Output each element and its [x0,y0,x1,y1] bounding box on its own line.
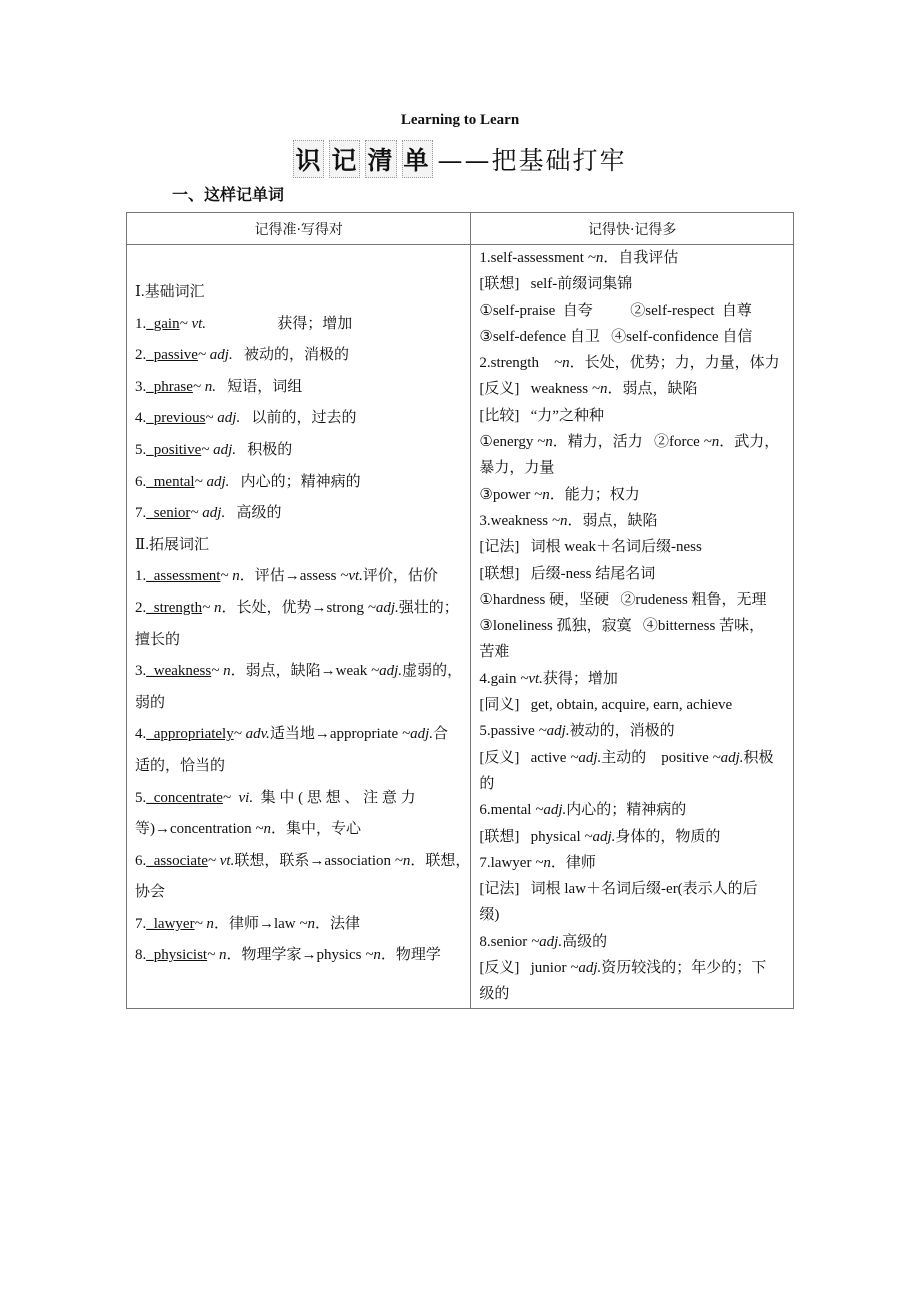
line-text: ．弱点，缺陷 [607,381,698,398]
line-text: ．法律 [314,915,360,932]
part-of-speech: ~adj. [367,599,399,616]
vocab-line [479,613,793,639]
line-text: ③self-defence 自卫 ④self-confidence 自信 [479,328,753,345]
vocab-line [479,981,793,1007]
line-text: 获得；增加 [542,670,618,687]
line-text: 2. [135,599,147,616]
line-text: 弱的 [135,694,166,711]
line-text: 3. [135,378,147,395]
part-of-speech: ~ n [220,568,240,585]
line-text: 暴力，力量 [479,460,555,477]
part-of-speech: ~ adj. [205,410,241,427]
line-text: 协会 [135,884,166,901]
line-text: 4. [135,726,147,743]
part-of-speech: ~ adj. [197,347,233,364]
vocab-word: _lawyer [146,915,195,932]
banner-char: 单 [402,140,433,178]
line-text: ．物理学 [380,947,441,964]
line-text: 5. [135,789,147,806]
line-text: ．精力，活力 ②force [552,434,704,451]
line-text: 7. [135,505,147,522]
part-of-speech: ~n [537,434,553,451]
vocab-line [479,666,793,692]
part-of-speech: ~n [587,250,604,266]
part-of-speech: ~n [551,512,568,529]
line-text: 积极的 [236,441,293,458]
vocab-word: _strength [146,599,203,616]
vocab-line [135,372,470,404]
vocab-line [479,561,793,587]
line-text: 适的，恰当的 [135,757,226,774]
vocab-line [479,350,793,376]
line-text: ③loneliness 孤独，寂寞 ④bitterness 苦味， [479,618,765,635]
line-text: 3. [135,663,147,680]
line-text: 内心的；精神病的 [229,473,361,490]
part-of-speech: ~n [255,821,271,838]
line-text: 6.mental [479,802,536,819]
part-of-speech: ~adj. [535,802,567,819]
line-text: ．弱点，缺陷→weak [230,663,372,680]
line-text: ．弱点，缺陷 [567,512,658,529]
line-text: 高级的 [225,505,282,522]
part-of-speech: ~adj. [712,749,744,766]
vocab-word: _associate [146,852,208,869]
vocabulary-table [126,212,794,1009]
part-of-speech: ~ vt. [179,315,207,332]
line-text: 获得；增加 [206,315,353,332]
vocab-line [135,403,470,435]
banner-heading [0,140,920,178]
line-text: ．长处，优势→strong [221,599,368,616]
vocab-line [479,271,793,297]
line-text: ①energy [479,434,538,451]
line-text: 虚弱的， [402,663,463,680]
line-text: 的 [479,775,495,792]
vocab-line [135,656,470,688]
vocab-line [479,745,793,771]
vocab-line [135,340,470,372]
vocab-word: _gain [146,315,180,332]
line-text: 6. [135,473,147,490]
line-text: 级的 [479,986,510,1003]
line-text: 7. [135,915,147,932]
vocab-line [479,508,793,534]
vocab-line [135,277,470,309]
line-text: Ⅱ.拓展词汇 [135,536,209,553]
vocab-word: _senior [146,505,191,522]
vocab-word: _passive [146,347,198,364]
vocab-line [479,902,793,928]
vocab-word: _phrase [146,378,193,395]
line-text: [同义] get, obtain, acquire, earn, achieve [479,697,733,714]
vocab-line [479,771,793,797]
line-text: 被动的，消极的 [232,347,349,364]
line-text: ．长处，优势；力，力量，体力 [569,355,780,372]
vocab-line [479,376,793,402]
vocab-line [135,561,470,593]
vocab-word: _weakness [146,663,212,680]
banner-char: 识 [293,140,324,178]
part-of-speech: ~n [591,381,608,398]
line-text: ．自我评估 [603,250,679,266]
vocab-line [135,530,470,562]
section-heading: 一、这样记单词 [172,185,285,204]
line-text: ．律师 [550,854,596,871]
line-text: 5. [135,441,147,458]
part-of-speech: ~n [365,947,381,964]
part-of-speech: ~ adv. [233,726,270,743]
vocab-word: _mental [146,473,195,490]
line-text: ．律师→law [213,915,300,932]
part-of-speech: ~n [534,486,550,503]
banner-char: 记 [329,140,360,178]
vocab-line [479,824,793,850]
banner-rest: ——把基础打牢 [437,146,627,175]
part-of-speech: ~ vt. [207,852,235,869]
part-of-speech: ~adj. [570,960,602,977]
line-text: ．物理学家→physics [226,947,366,964]
line-text: ．联想， [410,852,471,869]
table-header-row [127,213,794,245]
part-of-speech: ~n [394,852,411,869]
part-of-speech: ~ n. [192,378,217,395]
part-of-speech: ~adj. [584,828,616,845]
line-text: 1. [135,315,147,332]
vocab-line [479,245,793,271]
vocab-line [135,688,470,720]
line-text: [记法] 词根 weak＋名词后缀-ness [479,539,702,556]
part-of-speech: ~ adj. [201,441,237,458]
part-of-speech: ~ n [207,947,227,964]
vocab-line [479,429,793,455]
vocab-word: _concentrate [146,789,223,806]
banner-boxed-chars [293,146,437,175]
line-text: [反义] active [479,749,571,766]
line-text: [记法] 词根 law＋名词后缀-er(表示人的后 [479,881,758,898]
part-of-speech: ~vt. [520,670,543,687]
line-text: 2.strength [479,355,554,372]
part-of-speech: ~vt. [340,568,363,585]
line-text: ．集中，专心 [271,821,362,838]
line-text: 1.self-assessment [479,250,588,266]
line-text: 集 中 ( 思 想 、 注 意 力 [253,789,416,806]
vocab-word: _positive [146,441,202,458]
vocab-line [135,593,470,625]
vocab-line [479,797,793,823]
line-text: 合 [433,726,449,743]
table-body-row [127,245,794,1009]
line-text: 4. [135,410,147,427]
line-text: 3.weakness [479,512,552,529]
part-of-speech: ~ adj. [194,473,230,490]
vocab-line [135,751,470,783]
vocab-line [479,587,793,613]
vocab-line [479,534,793,560]
line-text: 6. [135,852,147,869]
part-of-speech: ~adj. [401,726,433,743]
left-column [127,245,471,1009]
line-text: 资历较浅的；年少的；下 [601,960,767,977]
vocab-line [479,298,793,324]
vocab-line [135,940,470,972]
line-text: 5.passive [479,723,539,740]
line-text: 擅长的 [135,631,181,648]
line-text: 主动的 positive [601,749,713,766]
vocab-line [135,877,470,909]
part-of-speech: ~ vi. [222,789,254,806]
line-text: 1. [135,568,147,585]
document-title: Learning to Learn [400,112,520,128]
vocab-line [479,324,793,350]
line-text: [联想] physical [479,828,585,845]
part-of-speech: ~n [553,355,570,372]
part-of-speech: ~n [299,915,315,932]
line-text: 高级的 [562,933,608,950]
line-text: [比较] “力”之种种 [479,407,604,424]
line-text: [反义] junior [479,960,571,977]
part-of-speech: ~adj. [570,749,602,766]
vocab-word: _assessment [146,568,221,585]
part-of-speech: ~ adj. [190,505,226,522]
line-text: [反义] weakness [479,381,592,398]
vocab-line [479,403,793,429]
vocab-line [135,498,470,530]
line-text: 联想，联系→association [234,852,395,869]
line-text: 适当地→appropriate [269,726,402,743]
line-text: 苦难 [479,644,510,661]
line-text: [联想] 后缀-ness 结尾名词 [479,565,656,582]
part-of-speech: ~n [535,854,551,871]
line-text: 缀) [479,907,500,924]
line-text: 8.senior [479,933,532,950]
line-text: 8. [135,947,147,964]
vocab-line [479,718,793,744]
line-text: 被动的，消极的 [569,723,675,740]
vocab-line [135,625,470,657]
vocab-line [135,719,470,751]
line-text: 以前的，过去的 [240,410,357,427]
line-text: ．能力；权力 [549,486,640,503]
line-text: 2. [135,347,147,364]
line-text: 积极 [743,749,774,766]
header-right: 记得快·记得多 [471,213,794,245]
part-of-speech: ~ n [202,599,222,616]
vocab-line [479,639,793,665]
part-of-speech: ~adj. [371,663,403,680]
line-text: 7.lawyer [479,854,536,871]
banner-char: 清 [365,140,396,178]
line-text: ③power [479,486,535,503]
vocab-line [479,482,793,508]
line-text: 短语，词组 [216,378,303,395]
header-left: 记得准·写得对 [127,213,471,245]
line-text: ．评估→assess [239,568,341,585]
line-text: 强壮的； [398,599,459,616]
vocab-line [479,876,793,902]
vocab-word: _previous [146,410,206,427]
vocab-line [135,435,470,467]
vocab-word: _physicist [146,947,208,964]
vocab-line [135,909,470,941]
vocab-word: _appropriately [146,726,234,743]
part-of-speech: ~n [703,434,720,451]
line-text: Ⅰ.基础词汇 [135,284,205,300]
right-column [471,245,794,1009]
line-text: 内心的；精神病的 [566,802,687,819]
line-text: 评价，估价 [362,568,438,585]
vocab-line [479,455,793,481]
line-text: ．武力， [719,434,780,451]
line-text: 等)→concentration [135,821,256,838]
line-text: [联想] self-前缀词集锦 [479,276,633,293]
vocab-line [135,467,470,499]
vocab-line [479,692,793,718]
vocab-line [479,955,793,981]
line-text: ①hardness 硬，坚硬 ②rudeness 粗鲁，无理 [479,591,767,608]
part-of-speech: ~adj. [531,933,563,950]
vocab-line [135,846,470,878]
line-text: 4.gain [479,670,521,687]
vocab-line [479,929,793,955]
vocab-line [135,783,470,815]
vocab-line [479,850,793,876]
line-text: 身体的，物质的 [615,828,721,845]
vocab-line [135,309,470,341]
vocab-line [135,814,470,846]
part-of-speech: ~ n [194,915,214,932]
line-text: ①self-praise 自夸 ②self-respect 自尊 [479,302,752,319]
part-of-speech: ~adj. [538,723,570,740]
part-of-speech: ~ n [211,663,231,680]
